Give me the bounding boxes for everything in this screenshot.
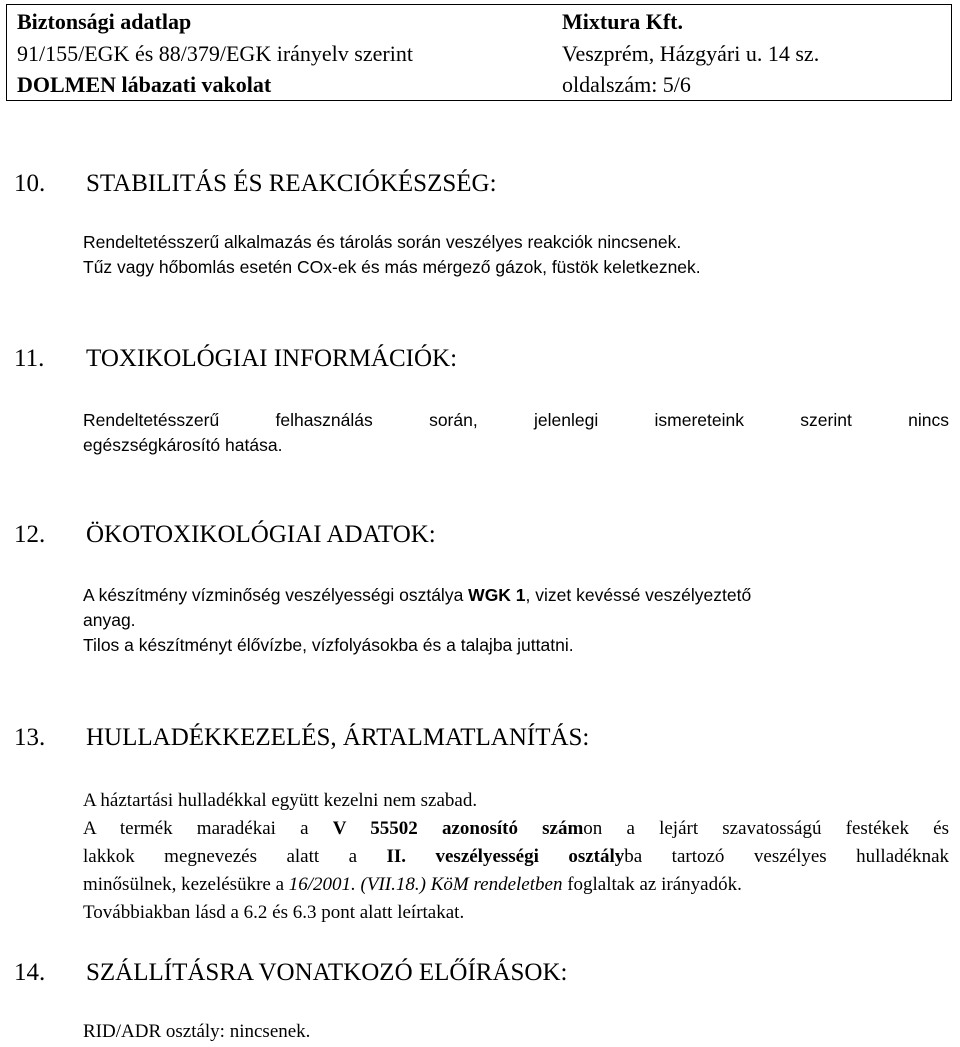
paragraph-line: Továbbiakban lásd a 6.2 és 6.3 pont alatt leírtakat. <box>83 902 465 923</box>
document-type: Biztonsági adatlap <box>17 9 192 34</box>
section-11-body <box>83 408 949 458</box>
text-run: ba tartozó veszélyes hulladéknak <box>624 846 949 867</box>
company-name: Mixtura Kft. <box>562 9 683 34</box>
paragraph-line: egészségkárosító hatása. <box>83 435 283 455</box>
section-number: 13. <box>14 724 46 751</box>
section-10-body <box>83 230 949 280</box>
section-12-body <box>83 583 949 658</box>
product-name: DOLMEN lábazati vakolat <box>17 72 272 97</box>
text-run: foglaltak az irányadók. <box>562 874 742 895</box>
section-number: 10. <box>14 170 46 197</box>
waste-id: V 55502 azonosító szám <box>332 818 584 839</box>
paragraph-line: anyag. <box>83 610 136 630</box>
section-title: STABILITÁS ÉS REAKCIÓKÉSZSÉG: <box>86 170 497 197</box>
text-run: lakkok megnevezés alatt a <box>83 846 387 867</box>
paragraph-line <box>83 843 949 871</box>
section-title: ÖKOTOXIKOLÓGIAI ADATOK: <box>86 521 436 548</box>
text-run: minősülnek, kezelésükre a <box>83 874 289 895</box>
text-run: on a lejárt szavatosságú festékek és <box>583 818 949 839</box>
section-number: 12. <box>14 521 46 548</box>
section-number: 14. <box>14 959 46 986</box>
section-14-body <box>83 1018 949 1046</box>
section-13-body <box>83 787 949 927</box>
paragraph-line: A háztartási hulladékkal együtt kezelni nem szabad. <box>83 790 478 811</box>
company-address: Veszprém, Házgyári u. 14 sz. <box>562 41 820 66</box>
text-run: A termék maradékai a <box>83 818 333 839</box>
paragraph-line <box>83 583 949 608</box>
text-run: A készítmény vízminőség veszélyességi osztálya <box>83 585 469 605</box>
hazard-class: II. veszélyességi osztály <box>386 846 625 867</box>
paragraph-line <box>83 815 949 843</box>
section-title: SZÁLLÍTÁSRA VONATKOZÓ ELŐÍRÁSOK: <box>86 959 568 986</box>
paragraph-line: Tűz vagy hőbomlás esetén COx-ek és más mérgező gázok, füstök keletkeznek. <box>83 257 701 277</box>
section-number: 11. <box>14 345 45 372</box>
paragraph-line: Rendeltetésszerű alkalmazás és tárolás során veszélyes reakciók nincsenek. <box>83 232 682 252</box>
document-header <box>6 4 952 101</box>
page-number: oldalszám: 5/6 <box>562 72 691 97</box>
paragraph-line <box>83 871 949 899</box>
wgk-class: WGK 1 <box>468 585 526 605</box>
directive-reference: 91/155/EGK és 88/379/EGK irányelv szerint <box>17 41 413 66</box>
paragraph-line: RID/ADR osztály: nincsenek. <box>83 1021 311 1042</box>
section-title: TOXIKOLÓGIAI INFORMÁCIÓK: <box>86 345 458 372</box>
section-title: HULLADÉKKEZELÉS, ÁRTALMATLANÍTÁS: <box>86 724 590 751</box>
paragraph-line: Tilos a készítményt élővízbe, vízfolyásokba és a talajba juttatni. <box>83 635 574 655</box>
regulation-reference: 16/2001. (VII.18.) KöM rendeletben <box>288 874 563 895</box>
text-run: , vizet kevéssé veszélyeztető <box>525 585 752 605</box>
paragraph-line: Rendeltetésszerű felhasználás során, jelenlegi ismereteink szerint nincs <box>83 410 949 430</box>
